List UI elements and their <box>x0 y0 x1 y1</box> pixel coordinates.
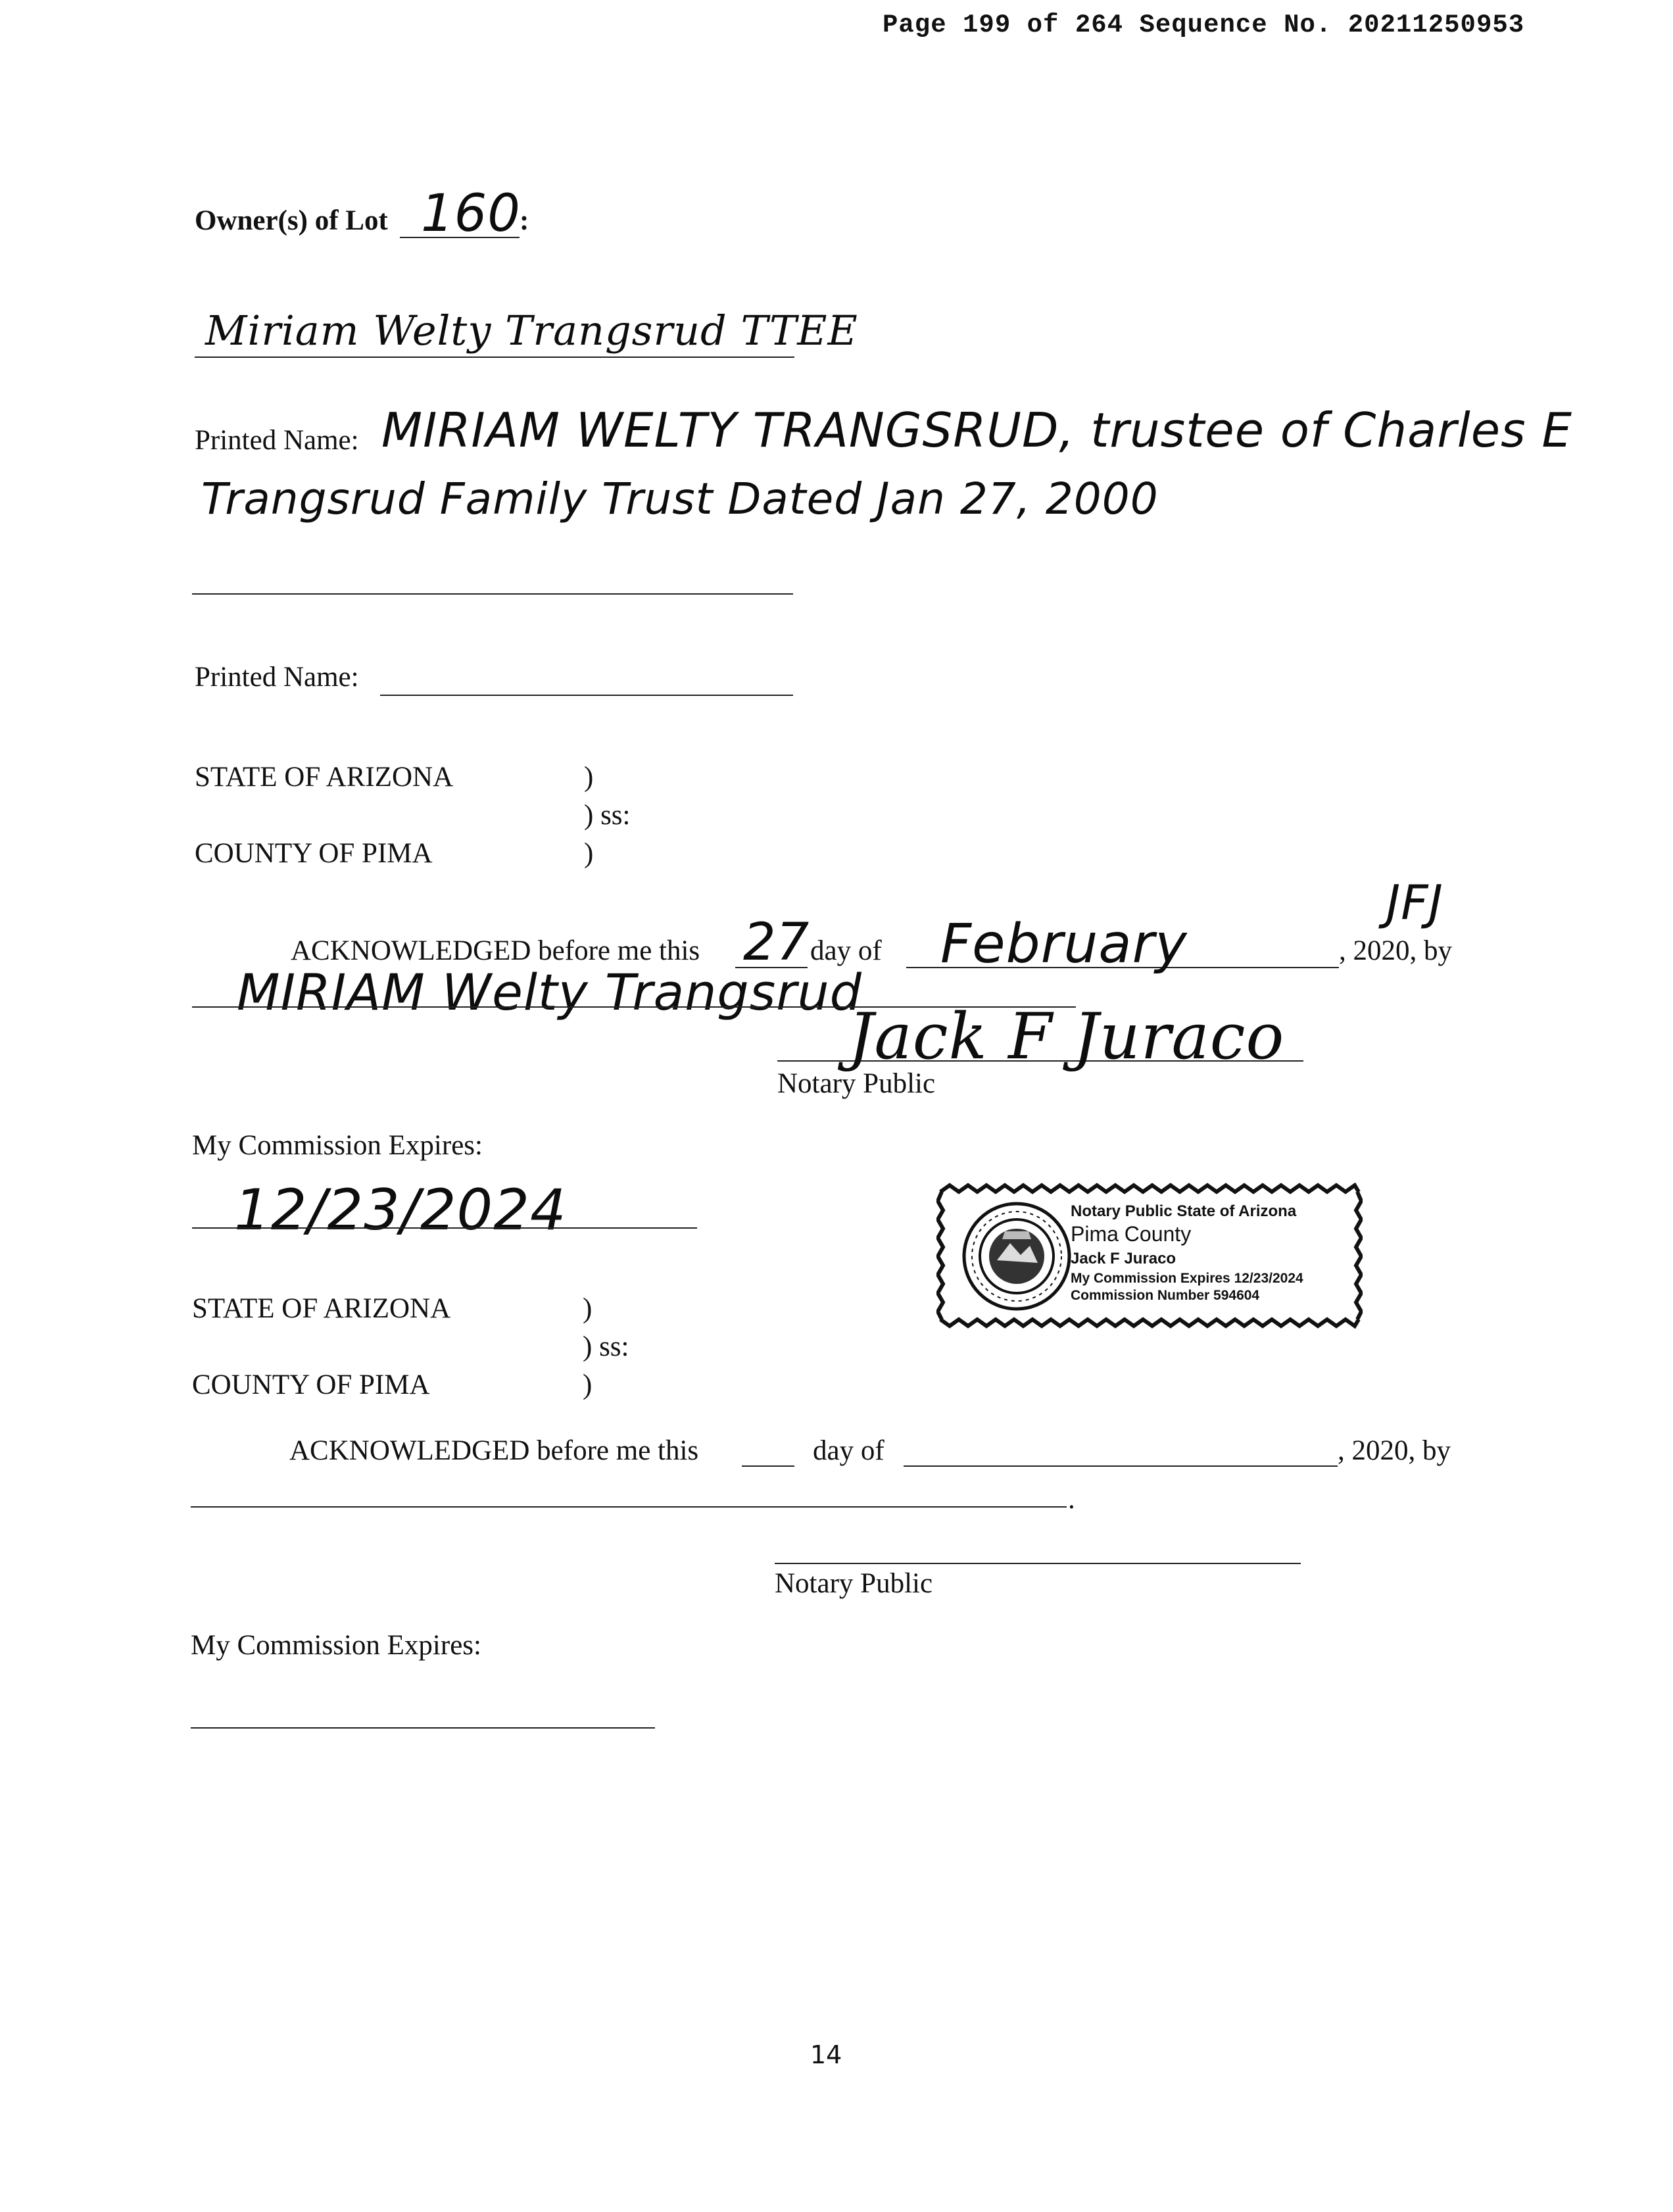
county-of-pima-1: COUNTY OF PIMA <box>195 838 433 869</box>
state-of-arizona-2: STATE OF ARIZONA <box>192 1293 451 1324</box>
ss-2: ) ss: <box>583 1331 629 1362</box>
second-printed-name-line <box>380 695 793 696</box>
printed-name-handwritten-line2: Trangsrud Family Trust Dated Jan 27, 2000 <box>201 474 1159 524</box>
paren-2a: ) <box>583 1293 593 1324</box>
ack-day-handwritten-1: 27 <box>743 913 810 972</box>
ack-month-handwritten-1: February <box>940 913 1188 975</box>
notary-stamp <box>936 1183 1363 1329</box>
notary-signature-line-2 <box>775 1563 1301 1564</box>
stamp-line-1: Notary Public State of Arizona <box>1071 1202 1297 1220</box>
lot-number-handwritten: 160 <box>421 184 521 243</box>
ack-day-of-1: day of <box>810 935 882 966</box>
owner-lot-label <box>195 207 388 235</box>
commission-date-line-1 <box>192 1227 697 1229</box>
ack-day-of-2: day of <box>813 1435 885 1466</box>
ack-year-suffix-1: , 2020, by <box>1339 935 1452 966</box>
paren-2b: ) <box>583 1369 593 1400</box>
paren-1b: ) <box>584 838 594 869</box>
printed-name-handwritten-line1: MIRIAM WELTY TRANGSRUD, trustee of Charles E <box>381 403 1572 458</box>
ack-name-handwritten-1: MIRIAM Welty Trangsrud <box>237 963 862 1021</box>
owner-colon: : <box>520 205 529 236</box>
notary-public-label-2: Notary Public <box>775 1568 933 1599</box>
printed-name-label: Printed Name: <box>195 425 359 456</box>
ack-year-suffix-2: , 2020, by <box>1338 1435 1451 1466</box>
ss-1: ) ss: <box>584 800 631 831</box>
ack-day-line-2 <box>742 1465 794 1467</box>
notary-initials-handwritten: JFJ <box>1386 875 1443 930</box>
owner-signature-line <box>195 356 794 358</box>
commission-date-line-2 <box>191 1727 655 1729</box>
ack-prefix-2: ACKNOWLEDGED before me this <box>289 1435 699 1466</box>
ack-prefix-1: ACKNOWLEDGED before me this <box>291 935 700 966</box>
commission-date-handwritten: 12/23/2024 <box>234 1177 567 1243</box>
county-of-pima-2: COUNTY OF PIMA <box>192 1369 430 1400</box>
ack-name-line-2 <box>191 1506 1067 1508</box>
state-of-arizona-1: STATE OF ARIZONA <box>195 762 454 793</box>
stamp-line-2: Pima County <box>1071 1222 1192 1246</box>
paren-1a: ) <box>584 762 594 793</box>
owner-signature-handwritten: Miriam Welty Trangsrud TTEE <box>205 307 858 355</box>
stamp-line-3: Jack F Juraco <box>1071 1250 1176 1267</box>
second-printed-name-label: Printed Name: <box>195 662 359 693</box>
ack-name-period-2: . <box>1068 1484 1075 1515</box>
ack-month-line-2 <box>904 1465 1338 1467</box>
commission-expires-label-2: My Commission Expires: <box>191 1630 481 1661</box>
page-sequence-header: Page 199 of 264 Sequence No. 20211250953 <box>883 11 1525 39</box>
stamp-line-4: My Commission Expires 12/23/2024 <box>1071 1271 1303 1286</box>
notary-public-label-1: Notary Public <box>777 1068 936 1099</box>
stamp-line-5: Commission Number 594604 <box>1071 1288 1260 1303</box>
owner-label-text: Owner(s) of Lot <box>195 205 388 236</box>
commission-expires-label-1: My Commission Expires: <box>192 1130 483 1161</box>
page-number: 14 <box>810 2040 842 2069</box>
second-signature-line <box>192 593 793 595</box>
notary-signature-handwritten: Jack F Juraco <box>848 1000 1285 1073</box>
